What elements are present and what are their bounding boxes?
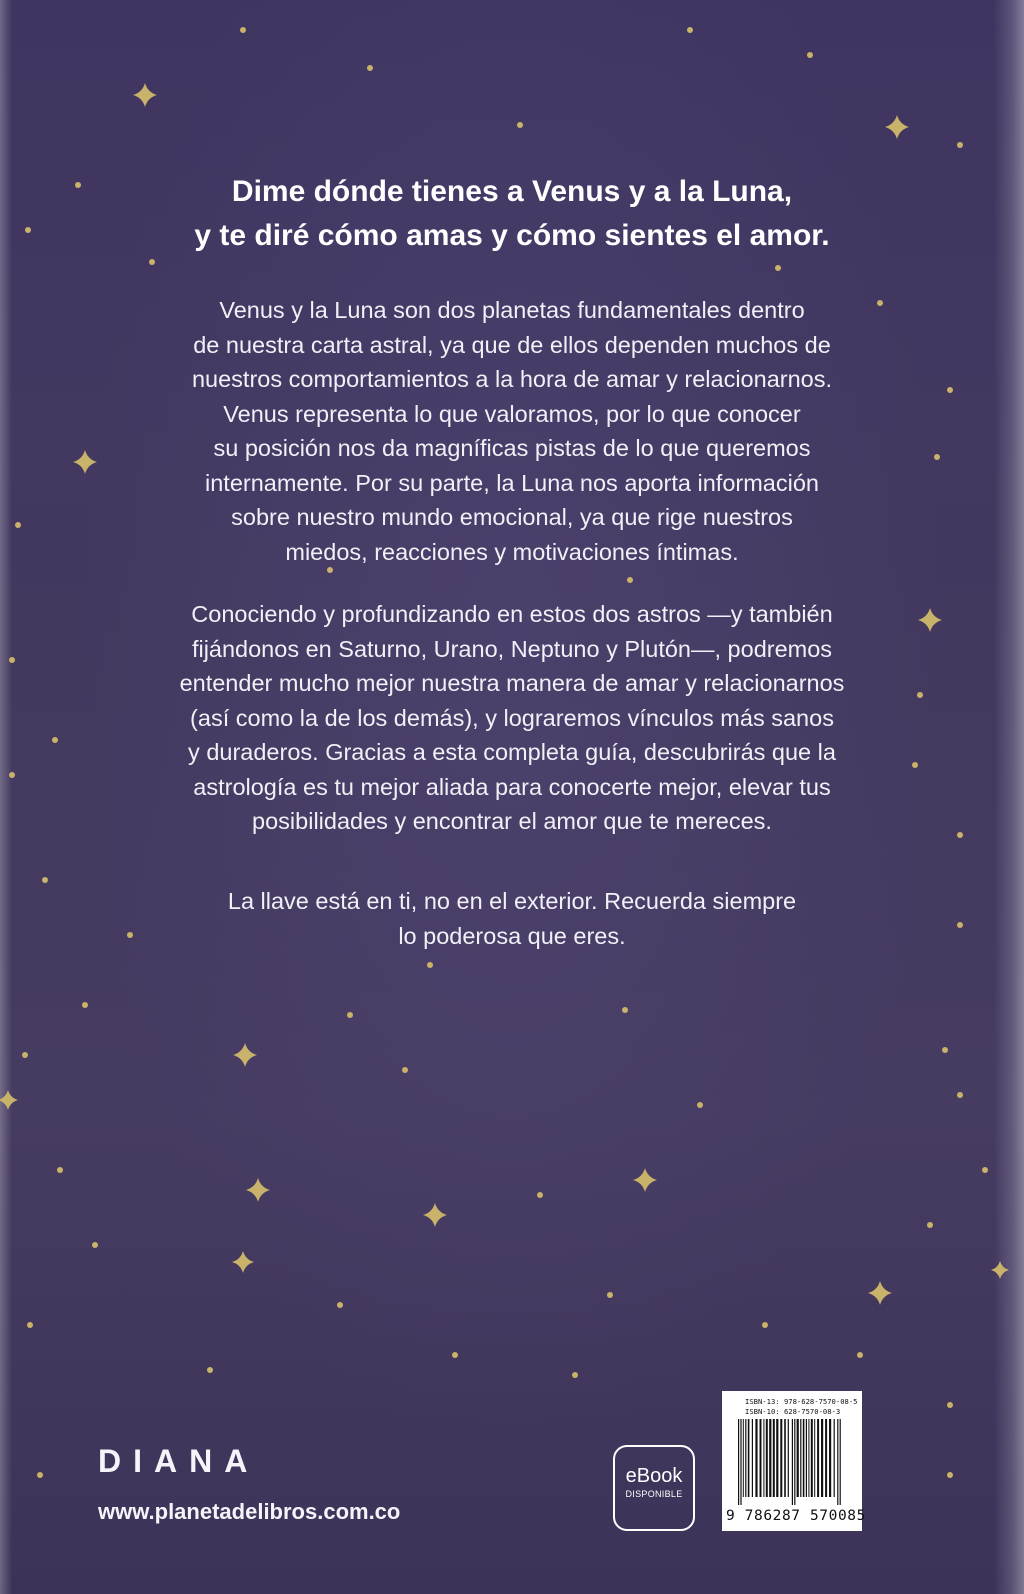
star-dot: [452, 1352, 458, 1358]
paragraph-1: [62, 293, 962, 569]
star-dot: [982, 1167, 988, 1173]
sparkle-star-icon: [885, 115, 909, 139]
barcode-bar: [814, 1419, 815, 1497]
sparkle-star-icon: [133, 83, 157, 107]
ebook-badge-title: eBook: [625, 1465, 683, 1487]
star-dot: [82, 1002, 88, 1008]
barcode-bars: [738, 1419, 856, 1505]
paragraph-line: su posición nos da magníficas pistas de lo que queremos: [213, 435, 811, 461]
headline-line-2: y te diré cómo amas y cómo sientes el amor.: [194, 219, 830, 252]
barcode-bar: [840, 1419, 841, 1505]
star-dot: [25, 227, 31, 233]
ebook-badge-subtitle: DISPONIBLE: [625, 1489, 683, 1499]
star-dot: [427, 962, 433, 968]
star-dot: [807, 52, 813, 58]
sparkle-star-icon: [633, 1168, 657, 1192]
paragraph-line: (así como la de los demás), y lograremos vínculos más sanos: [190, 704, 834, 731]
sparkle-star-icon: [246, 1178, 270, 1202]
star-dot: [947, 1472, 953, 1478]
star-dot: [697, 1102, 703, 1108]
paragraph-line: fijándonos en Saturno, Urano, Neptuno y Plutón—, podremos: [191, 635, 833, 662]
star-dot: [240, 27, 246, 33]
barcode-bar: [743, 1419, 744, 1497]
star-dot: [857, 1352, 863, 1358]
barcode-bar: [745, 1419, 746, 1497]
barcode-bar: [808, 1419, 809, 1497]
paragraph-line: lo poderosa que eres.: [398, 922, 626, 949]
sparkle-star-icon: [868, 1281, 892, 1305]
star-dot: [347, 1012, 353, 1018]
star-dot: [762, 1322, 768, 1328]
star-dot: [22, 1052, 28, 1058]
headline: [62, 170, 962, 258]
paragraph-line: posibilidades y encontrar el amor que te mereces.: [252, 808, 772, 834]
paragraph-line: Venus representa lo que valoramos, por lo que conocer: [223, 400, 801, 427]
barcode-bar: [776, 1419, 778, 1497]
star-dot: [15, 522, 21, 528]
paragraph-line: miedos, reacciones y motivaciones íntimas.: [285, 538, 739, 565]
paragraph-line: entender mucho mejor nuestra manera de amar y relacionarnos: [179, 670, 845, 696]
paragraph-line: astrología es tu mejor aliada para conocerte mejor, elevar tus: [193, 773, 831, 800]
sparkle-star-icon: [0, 1090, 18, 1110]
barcode-bar: [738, 1419, 739, 1505]
paragraph-3: [62, 884, 962, 953]
barcode-bar: [837, 1419, 838, 1505]
star-dot: [957, 142, 963, 148]
paragraph-line: Venus y la Luna son dos planetas fundamentales dentro: [219, 297, 805, 323]
paragraph-line: y duraderos. Gracias a esta completa guía, descubrirás que la: [188, 739, 836, 765]
barcode-bar: [784, 1419, 786, 1497]
star-dot: [92, 1242, 98, 1248]
star-dot: [207, 1367, 213, 1373]
ebook-badge: [613, 1445, 695, 1531]
barcode-bar: [752, 1419, 753, 1497]
star-dot: [537, 1192, 543, 1198]
barcode-bar: [803, 1419, 805, 1497]
sparkle-star-icon: [232, 1251, 254, 1273]
star-dot: [627, 577, 633, 583]
barcode-bar: [797, 1419, 799, 1497]
paragraph-line: La llave está en ti, no en el exterior. Recuerda siempre: [227, 888, 797, 914]
star-dot: [402, 1067, 408, 1073]
barcode-bar: [763, 1419, 764, 1497]
barcode-bar: [834, 1419, 835, 1497]
star-dot: [775, 265, 781, 271]
barcode-bar: [829, 1419, 831, 1497]
barcode-bar: [825, 1419, 827, 1497]
star-dot: [27, 1322, 33, 1328]
star-dot: [57, 1167, 63, 1173]
star-dot: [572, 1372, 578, 1378]
paragraph-line: nuestros comportamientos a la hora de amar y relacionarnos.: [191, 366, 833, 392]
headline-line-1: Dime dónde tienes a Venus y a la Luna,: [231, 175, 793, 208]
star-dot: [687, 27, 693, 33]
sparkle-star-icon: [423, 1203, 447, 1227]
paragraph-line: de nuestra carta astral, ya que de ellos dependen muchos de: [193, 331, 831, 358]
barcode-bar: [811, 1419, 813, 1497]
barcode-bar: [766, 1419, 768, 1497]
paragraph-line: Conociendo y profundizando en estos dos astros —y también: [191, 601, 833, 627]
barcode-number: 9 786287 570085: [726, 1508, 866, 1524]
barcode-bar: [792, 1419, 793, 1505]
barcode-bar: [821, 1419, 823, 1497]
star-dot: [367, 65, 373, 71]
paragraph-line: internamente. Por su parte, la Luna nos aporta información: [205, 469, 819, 496]
star-dot: [42, 877, 48, 883]
paragraph-line: sobre nuestro mundo emocional, ya que rige nuestros: [231, 504, 793, 530]
barcode-bar: [760, 1419, 762, 1497]
star-dot: [37, 1472, 43, 1478]
star-dot: [337, 1302, 343, 1308]
star-dot: [607, 1292, 613, 1298]
barcode-bar: [817, 1419, 819, 1497]
star-dot: [947, 1402, 953, 1408]
barcode-bar: [740, 1419, 741, 1505]
publisher-website: www.planetadelibros.com.co: [98, 1499, 401, 1524]
star-dot: [149, 259, 155, 265]
barcode-bar: [780, 1419, 782, 1497]
barcode-bar: [773, 1419, 775, 1497]
star-dot: [622, 1007, 628, 1013]
barcode-label: [722, 1391, 866, 1531]
publisher-logo: DIANA: [98, 1443, 260, 1479]
barcode-bar: [748, 1419, 750, 1497]
isbn-13: ISBN-13: 978-628-7570-08-5: [745, 1397, 858, 1406]
star-dot: [942, 1047, 948, 1053]
barcode-bar: [769, 1419, 771, 1497]
barcode-bar: [800, 1419, 801, 1497]
isbn-10: ISBN-10: 628-7570-08-3: [745, 1407, 841, 1416]
barcode-bar: [806, 1419, 807, 1497]
sparkle-star-icon: [991, 1261, 1009, 1279]
star-dot: [517, 122, 523, 128]
star-dot: [9, 772, 15, 778]
star-dot: [52, 737, 58, 743]
barcode-bar: [755, 1419, 757, 1497]
paragraph-2: [62, 597, 962, 839]
star-dot: [9, 657, 15, 663]
star-dot: [927, 1222, 933, 1228]
barcode-bar: [788, 1419, 789, 1497]
sparkle-star-icon: [233, 1043, 257, 1067]
star-dot: [957, 1092, 963, 1098]
barcode-bar: [794, 1419, 795, 1505]
